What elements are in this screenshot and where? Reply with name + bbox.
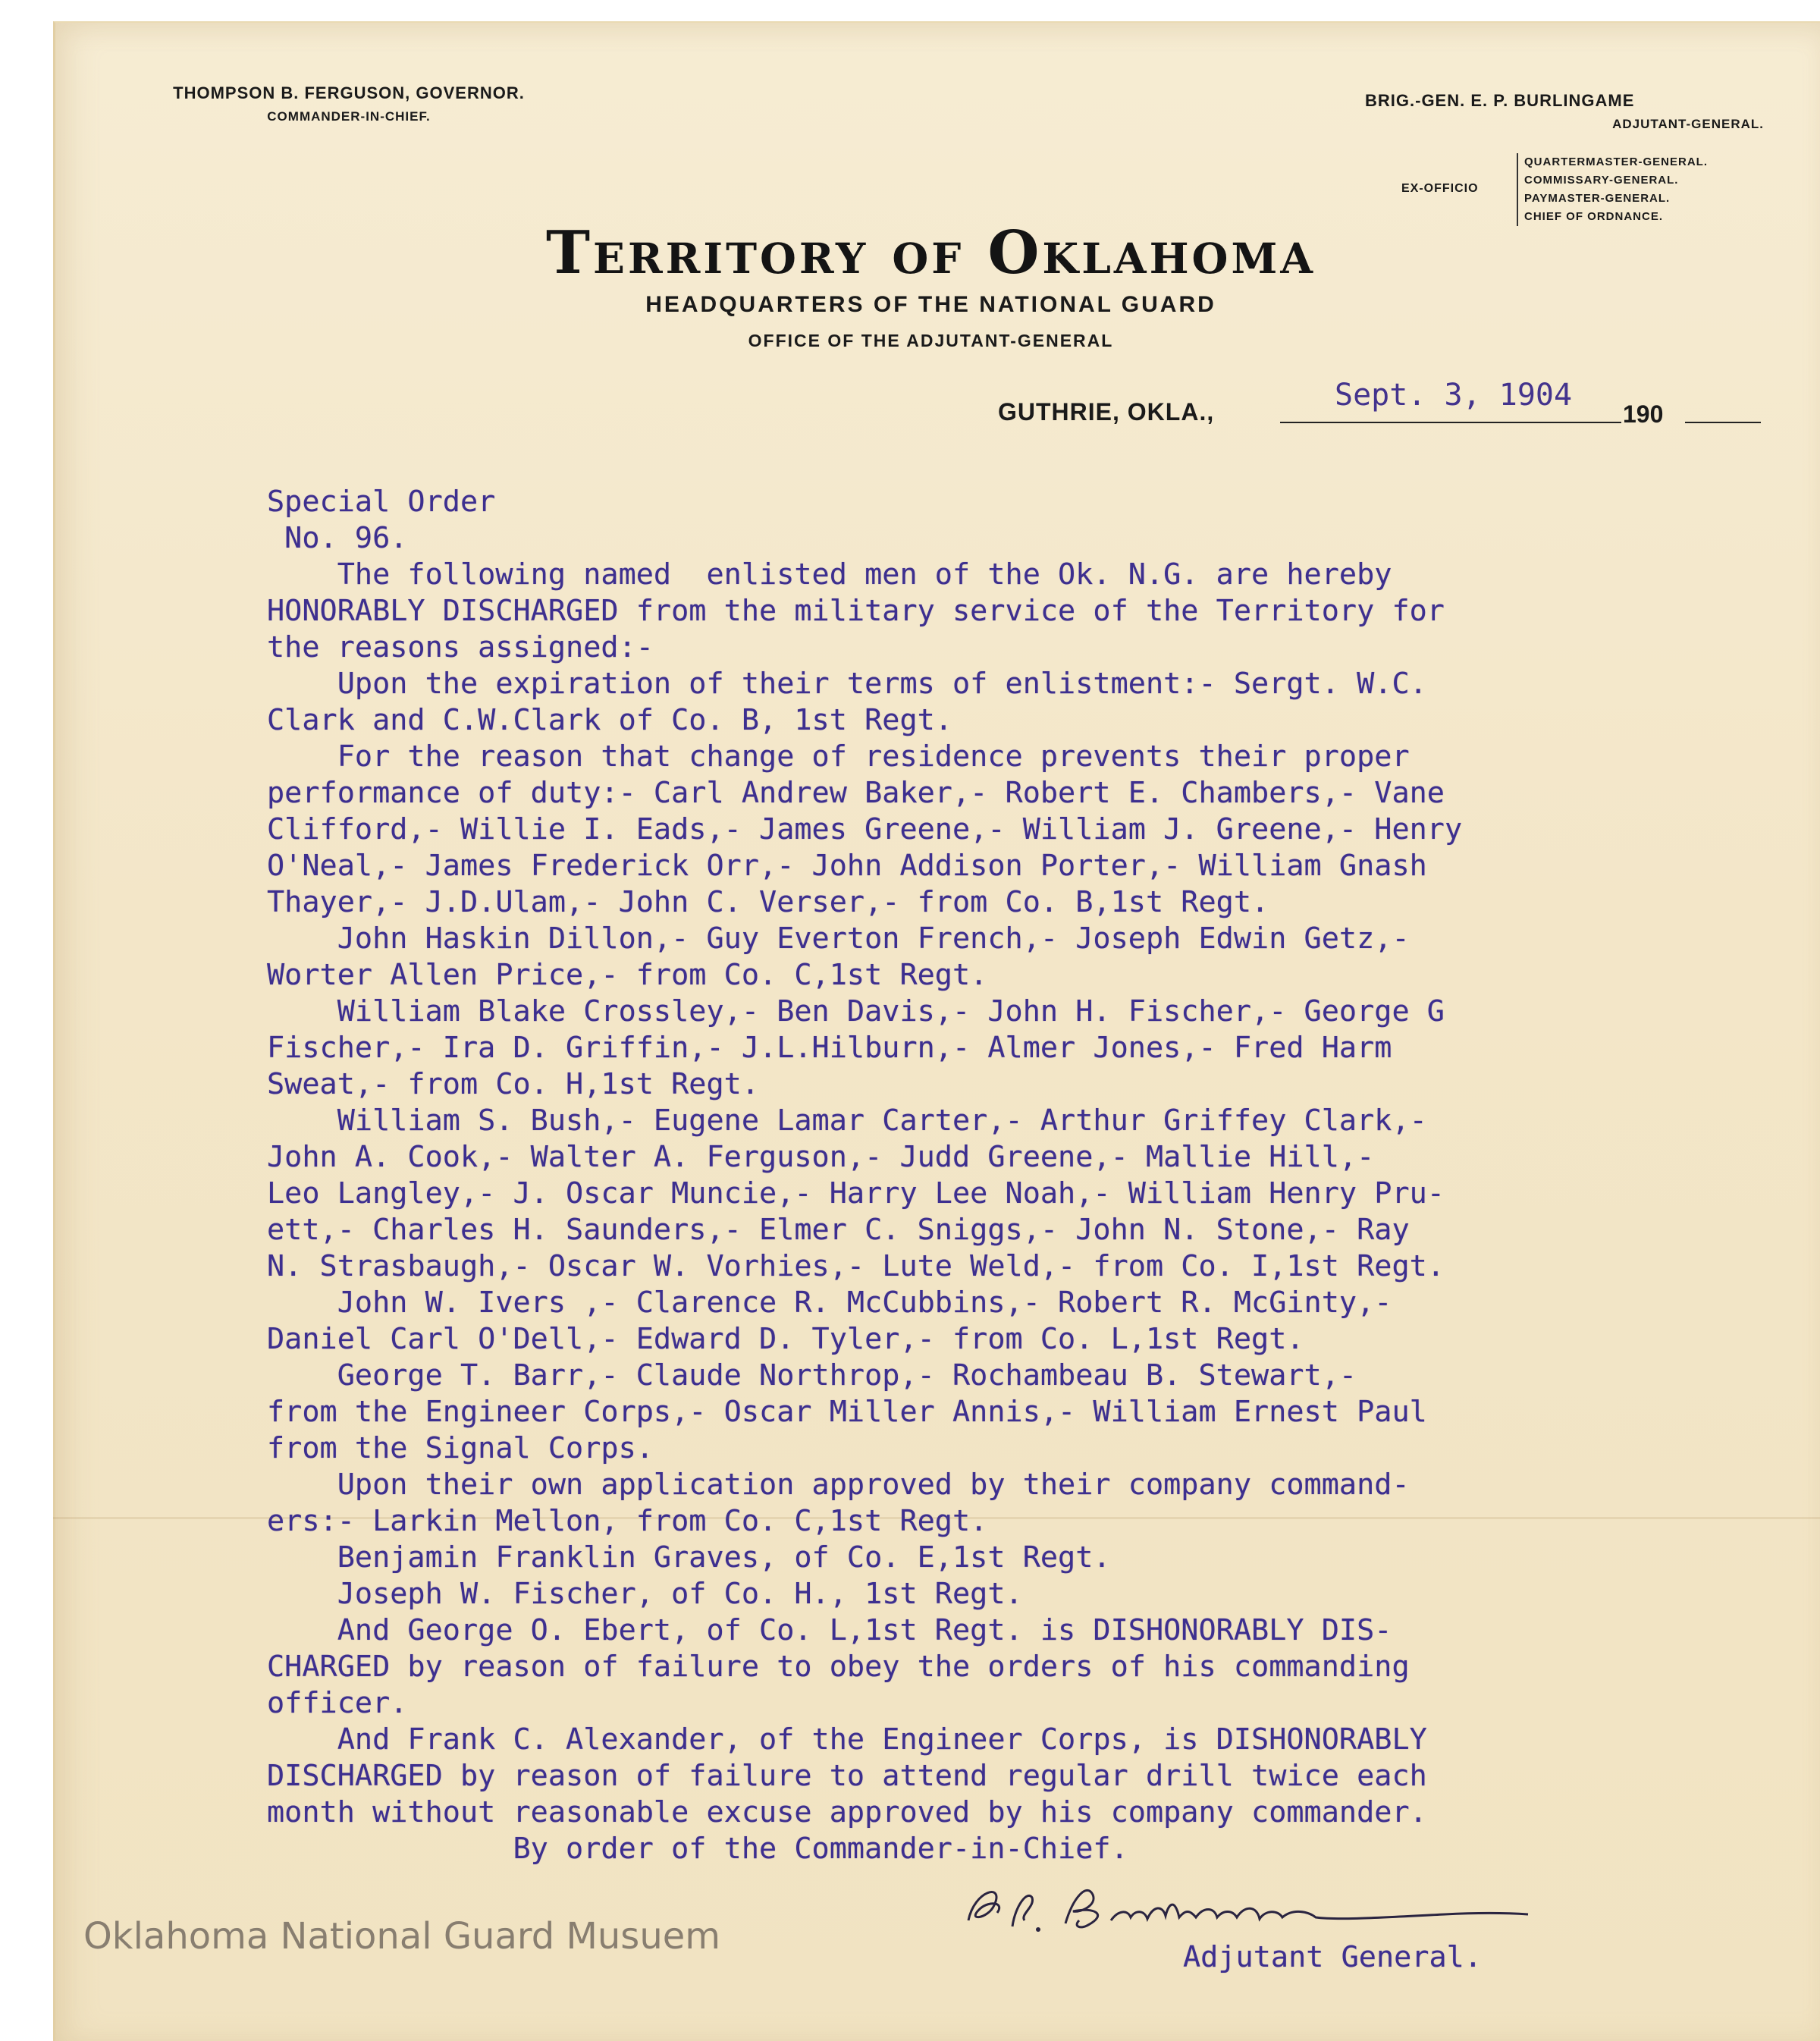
body-line: The following named enlisted men of the Ok. N.G. are hereby: [267, 557, 1392, 592]
signature-title: Adjutant General.: [1183, 1940, 1483, 1974]
body-line: month without reasonable excuse approved by his company commander.: [267, 1795, 1427, 1829]
museum-watermark: Oklahoma National Guard Musuem: [83, 1915, 721, 1958]
body-line: ers:- Larkin Mellon, from Co. C,1st Regt.: [267, 1504, 988, 1538]
body-line: Worter Allen Price,- from Co. C,1st Regt.: [267, 958, 988, 992]
ex-officio-label: EX-OFFICIO: [1401, 182, 1479, 195]
body-line: performance of duty:- Carl Andrew Baker,- Robert E. Chambers,- Vane: [267, 776, 1445, 810]
ex-officio-role: PAYMASTER-GENERAL.: [1524, 192, 1671, 205]
body-line: Clifford,- Willie I. Eads,- James Greene,- William J. Greene,- Henry: [267, 812, 1463, 846]
body-line: DISCHARGED by reason of failure to attend regular drill twice each: [267, 1759, 1427, 1793]
body-line: John Haskin Dillon,- Guy Everton French,- Joseph Edwin Getz,-: [267, 922, 1410, 956]
body-line: N. Strasbaugh,- Oscar W. Vorhies,- Lute Weld,- from Co. I,1st Regt.: [267, 1249, 1445, 1283]
governor-name: THOMPSON B. FERGUSON, GOVERNOR.: [173, 83, 525, 102]
signature-image: [959, 1867, 1536, 1947]
letterhead-subtitle: HEADQUARTERS OF THE NATIONAL GUARD: [645, 292, 1216, 317]
body-line: No. 96.: [267, 521, 408, 555]
body-line: For the reason that change of residence prevents their proper: [267, 739, 1410, 774]
body-line: John W. Ivers ,- Clarence R. McCubbins,- Robert R. McGinty,-: [267, 1286, 1392, 1320]
body-line: Benjamin Franklin Graves, of Co. E,1st Regt.: [267, 1540, 1111, 1575]
ex-officio-role: COMMISSARY-GENERAL.: [1524, 174, 1679, 187]
body-line: CHARGED by reason of failure to obey the orders of his commanding: [267, 1650, 1410, 1684]
date-underline: [1280, 422, 1621, 423]
body-line: And George O. Ebert, of Co. L,1st Regt. is DISHONORABLY DIS-: [267, 1613, 1392, 1647]
body-line: O'Neal,- James Frederick Orr,- John Addison Porter,- William Gnash: [267, 849, 1427, 883]
body-line: Upon the expiration of their terms of enlistment:- Sergt. W.C.: [267, 667, 1427, 701]
body-line: William S. Bush,- Eugene Lamar Carter,- Arthur Griffey Clark,-: [267, 1104, 1427, 1138]
body-line: George T. Barr,- Claude Northrop,- Rochambeau B. Stewart,-: [267, 1358, 1357, 1393]
body-line: Leo Langley,- J. Oscar Muncie,- Harry Lee Noah,- William Henry Pru-: [267, 1176, 1445, 1210]
governor-title: COMMANDER-IN-CHIEF.: [267, 109, 431, 124]
ex-officio-role: CHIEF OF ORDNANCE.: [1524, 210, 1663, 223]
body-line: officer.: [267, 1686, 408, 1720]
place-label: GUTHRIE, OKLA.,: [998, 398, 1215, 425]
adjutant-title: ADJUTANT-GENERAL.: [1612, 117, 1764, 131]
body-line: Fischer,- Ira D. Griffin,- J.L.Hilburn,- Almer Jones,- Fred Harm: [267, 1031, 1392, 1065]
body-line: HONORABLY DISCHARGED from the military service of the Territory for: [267, 594, 1445, 628]
body-line: Thayer,- J.D.Ulam,- John C. Verser,- from Co. B,1st Regt.: [267, 885, 1269, 919]
body-line: Joseph W. Fischer, of Co. H., 1st Regt.: [267, 1577, 1023, 1611]
body-line: John A. Cook,- Walter A. Ferguson,- Judd Greene,- Mallie Hill,-: [267, 1140, 1375, 1174]
body-line: Upon their own application approved by their company command-: [267, 1468, 1410, 1502]
body-line: from the Engineer Corps,- Oscar Miller Annis,- William Ernest Paul: [267, 1395, 1427, 1429]
governor-block: [136, 83, 561, 124]
body-line: Clark and C.W.Clark of Co. B, 1st Regt.: [267, 703, 952, 737]
year-underline: [1685, 422, 1761, 423]
body-line: And Frank C. Alexander, of the Engineer Corps, is DISHONORABLY: [267, 1722, 1427, 1757]
body-line: Special Order: [267, 485, 496, 519]
body-line: Sweat,- from Co. H,1st Regt.: [267, 1067, 760, 1101]
adjutant-block: [1335, 91, 1774, 132]
body-line: the reasons assigned:-: [267, 630, 654, 664]
date-value: Sept. 3, 1904: [1335, 378, 1573, 413]
ex-officio-roles: [1517, 153, 1708, 226]
body-line: from the Signal Corps.: [267, 1431, 654, 1465]
letterhead-title: Territory of Oklahoma: [545, 218, 1316, 287]
body-line: ett,- Charles H. Saunders,- Elmer C. Sniggs,- John N. Stone,- Ray: [267, 1213, 1410, 1247]
letterhead-office: OFFICE OF THE ADJUTANT-GENERAL: [748, 331, 1114, 350]
adjutant-name: BRIG.-GEN. E. P. BURLINGAME: [1365, 91, 1635, 110]
order-body: [267, 484, 1753, 1867]
body-line: William Blake Crossley,- Ben Davis,- John H. Fischer,- George G: [267, 994, 1445, 1028]
year-prefix: 190: [1623, 400, 1664, 428]
ex-officio-role: QUARTERMASTER-GENERAL.: [1524, 155, 1708, 168]
body-line: Daniel Carl O'Dell,- Edward D. Tyler,- from Co. L,1st Regt.: [267, 1322, 1304, 1356]
body-line: By order of the Commander-in-Chief.: [267, 1832, 1128, 1866]
